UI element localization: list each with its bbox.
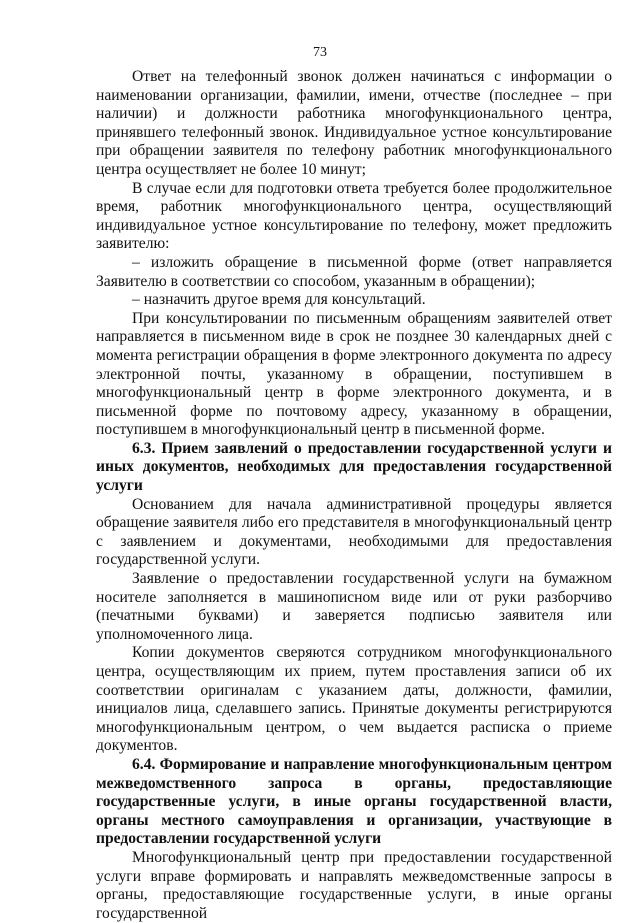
body-paragraph: Многофункциональный центр при предоставлении государственной услуги вправе формировать и направлять межведомственные запросы в органы, предоставляющие государственные услуги, в иные органы государственной	[96, 848, 612, 922]
body-paragraph: Ответ на телефонный звонок должен начинаться с информации о наименовании организации, фамилии, имени, отчестве (последнее – при наличии) и должности работника многофункционального центра, принявшего телефонный звонок. Индивидуальное устное консультирование при обращении заявителя по телефону работник многофункционального центра осуществляет не более 10 минут;	[96, 68, 612, 178]
body-paragraph: Основанием для начала административной процедуры является обращение заявителя либо его представителя в многофункциональный центр с заявлением и документами, необходимыми для предоставления государственной услуги.	[96, 495, 612, 569]
section-heading: 6.4. Формирование и направление многофункциональным центром межведомственного запроса в органы, предоставляющие государственные услуги, в иные органы государственной власти, органы местного самоуправления и организации, участвующие в предоставлении государственной услуги	[96, 755, 612, 848]
page-number: 73	[313, 45, 327, 60]
section-heading: 6.3. Прием заявлений о предоставлении государственной услуги и иных документов, необходимых для предоставления государственной услуги	[96, 439, 612, 495]
body-paragraph: При консультировании по письменным обращениям заявителей ответ направляется в письменном виде в срок не позднее 30 календарных дней с момента регистрации обращения в форме электронного документа по адресу электронной почты, указанному в обращении, поступившем в многофункциональный центр в форме электронного документа, и в письменной форме по почтовому адресу, указанному в обращении, поступившем в многофункциональный центр в письменной форме.	[96, 309, 612, 439]
body-paragraph: – назначить другое время для консультаций.	[132, 291, 426, 309]
document-body	[96, 68, 612, 923]
body-paragraph: Копии документов сверяются сотрудником многофункционального центра, осуществляющим их прием, путем проставления записи об их соответствии оригиналам с указанием даты, должности, фамилии, инициалов лица, сделавшего запись. Принятые документы регистрируются многофункциональным центром, о чем выдается расписка о приеме документов.	[96, 644, 612, 755]
body-paragraph: – изложить обращение в письменной форме (ответ направляется Заявителю в соответствии со способом, указанным в обращении);	[96, 253, 612, 290]
body-paragraph: В случае если для подготовки ответа требуется более продолжительное время, работник многофункционального центра, осуществляющий индивидуальное устное консультирование по телефону, может предложить заявителю:	[96, 179, 612, 253]
body-paragraph: Заявление о предоставлении государственной услуги на бумажном носителе заполняется в машинописном виде или от руки разборчиво (печатными буквами) и заверяется подписью заявителя или уполномоченного лица.	[96, 570, 612, 643]
